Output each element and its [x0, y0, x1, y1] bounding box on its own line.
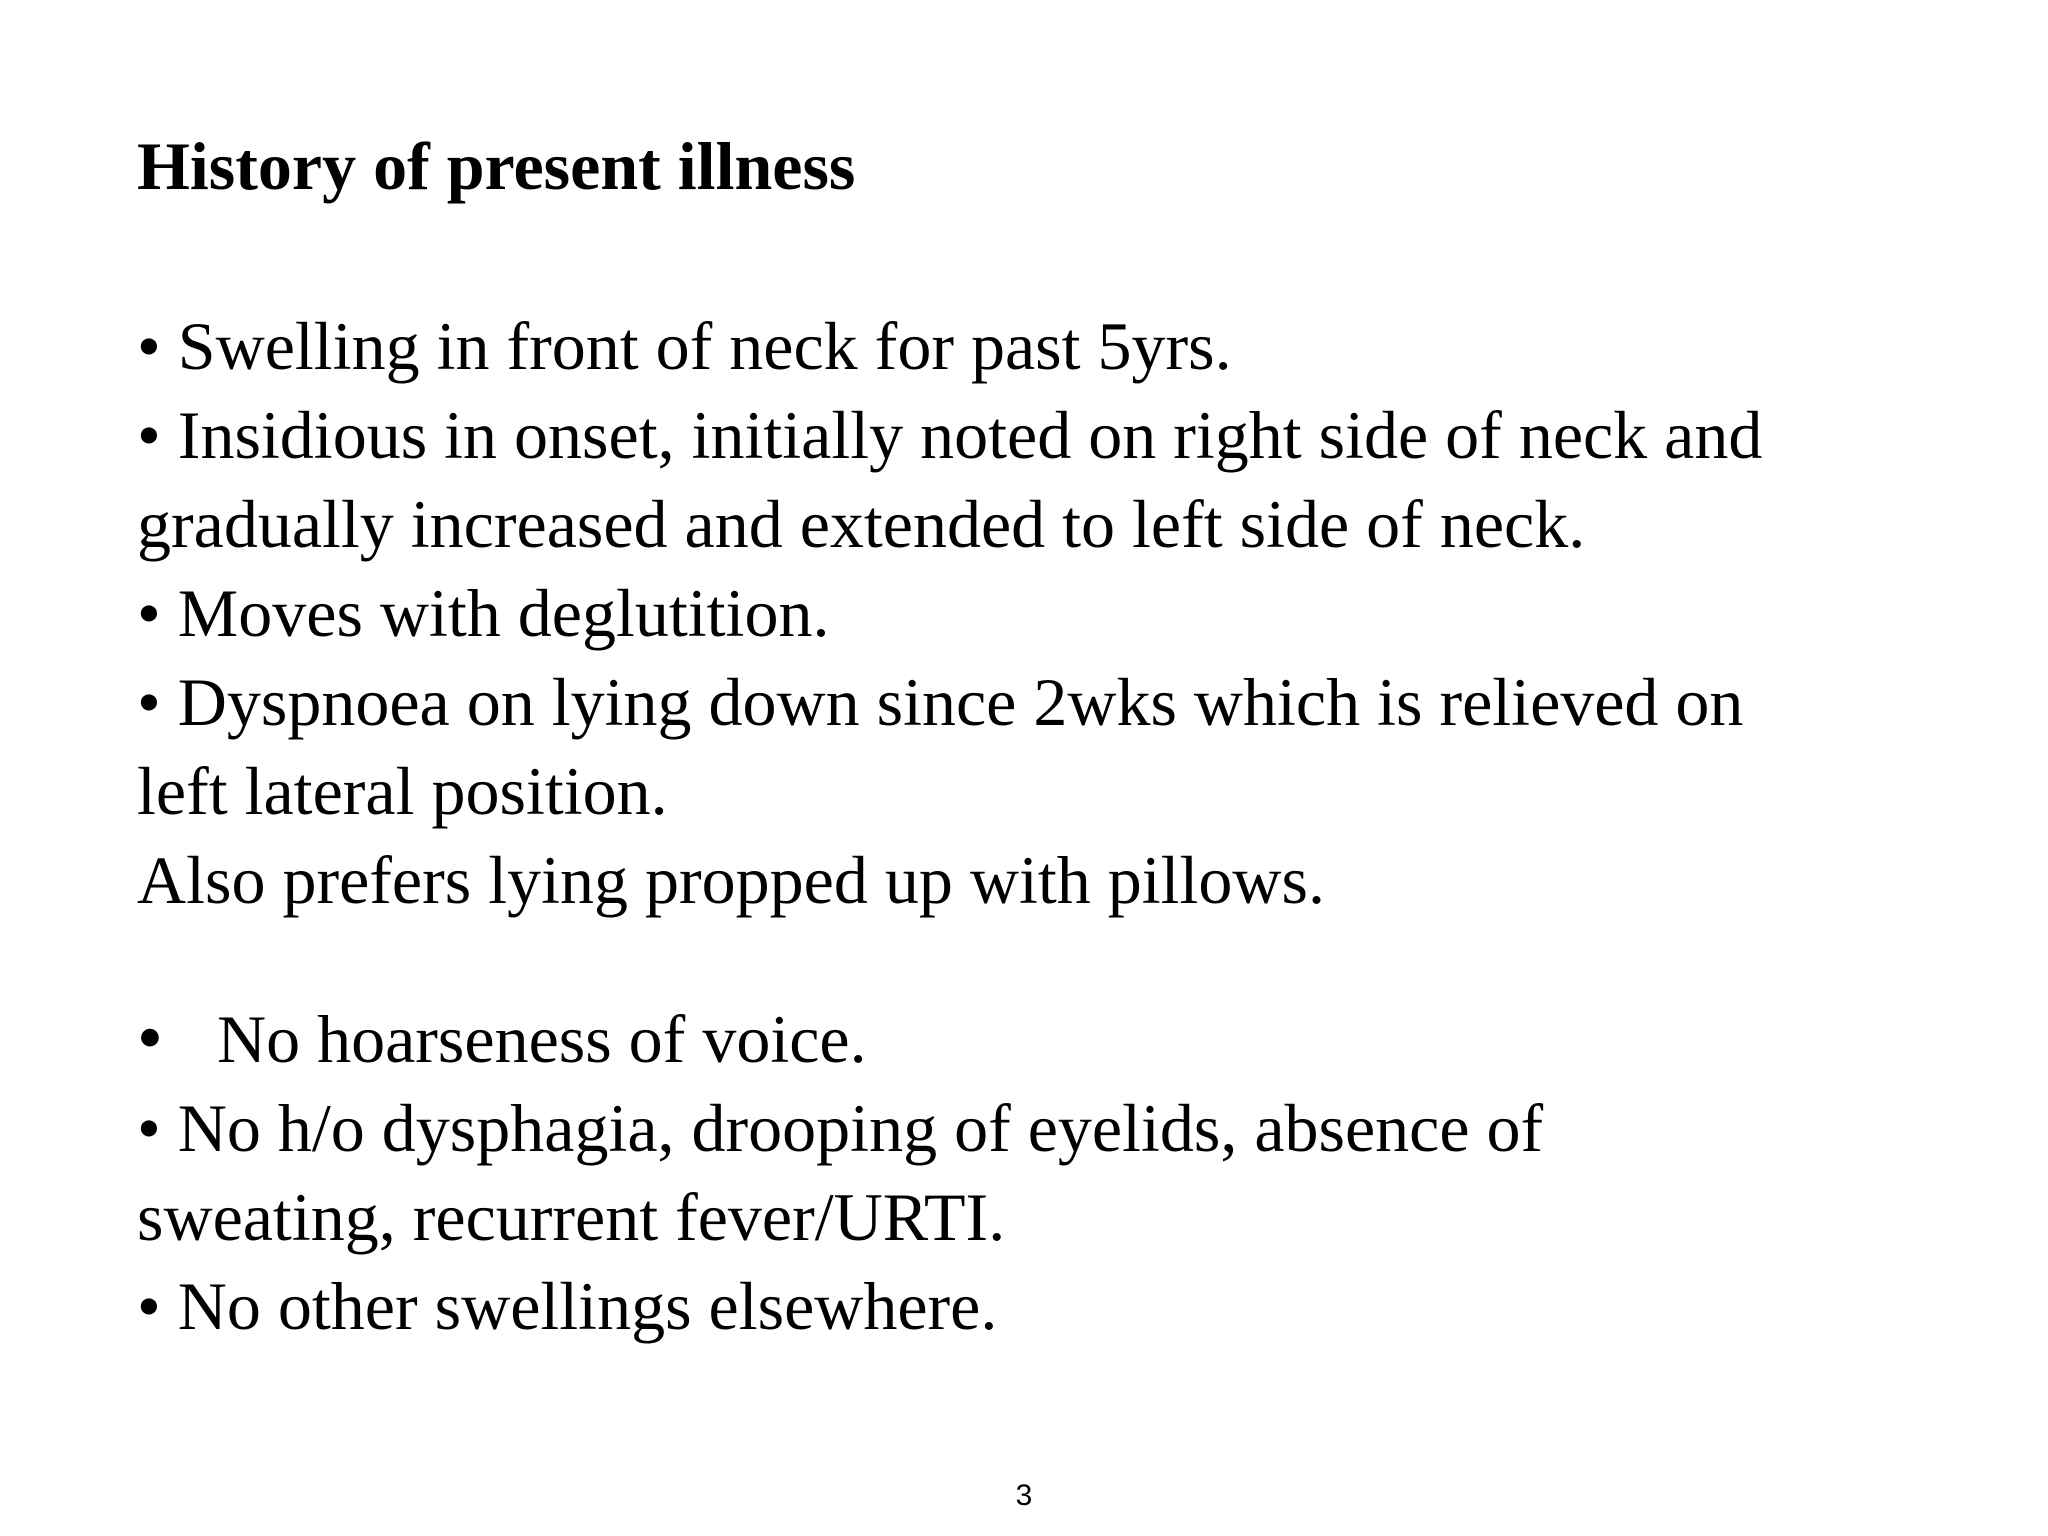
text-line-content: No hoarseness of voice.	[217, 1001, 867, 1077]
text-line: • No h/o dysphagia, drooping of eyelids, absence of	[137, 1090, 1544, 1166]
text-line	[137, 994, 1997, 1084]
text-line: sweating, recurrent fever/URTI.	[137, 1179, 1006, 1255]
text-line: • Swelling in front of neck for past 5yrs.	[137, 308, 1232, 384]
bullet-icon: •	[137, 997, 163, 1079]
slide-body	[137, 302, 1997, 925]
slide-body-second-block	[137, 994, 1997, 1351]
slide-title: History of present illness	[137, 128, 856, 204]
text-line: • Dyspnoea on lying down since 2wks which is relieved on	[137, 664, 1744, 740]
text-line: • Moves with deglutition.	[137, 575, 830, 651]
text-line: left lateral position.	[137, 753, 668, 829]
text-line: gradually increased and extended to left side of neck.	[137, 486, 1586, 562]
text-line: • Insidious in onset, initially noted on right side of neck and	[137, 397, 1763, 473]
page-number: 3	[1015, 1479, 1033, 1512]
text-line: Also prefers lying propped up with pillows.	[137, 842, 1325, 918]
text-line: • No other swellings elsewhere.	[137, 1268, 998, 1344]
